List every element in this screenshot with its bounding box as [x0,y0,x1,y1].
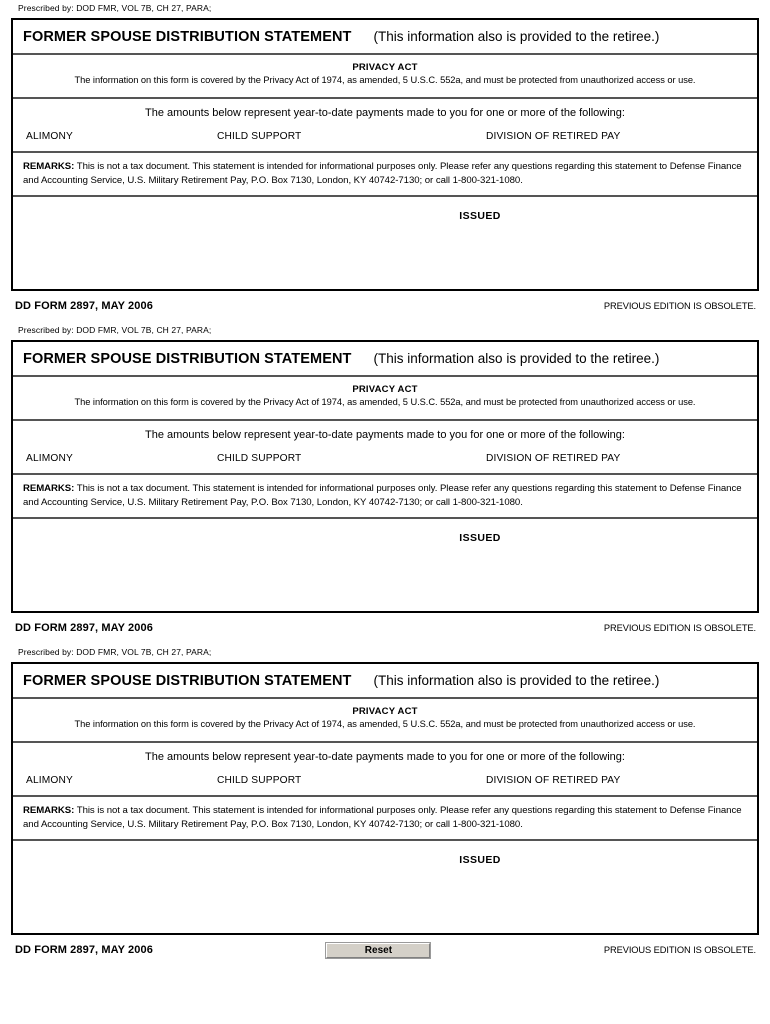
column-label-alimony: ALIMONY [26,453,73,464]
form-copy-1 [11,0,759,316]
form-number: DD FORM 2897, MAY 2006 [15,944,153,956]
issued-section [13,197,757,289]
remarks-text [23,804,747,831]
privacy-act-heading: PRIVACY ACT [352,384,418,395]
prescribed-by-line: Prescribed by: DOD FMR, VOL 7B, CH 27, PARA; [18,647,212,657]
privacy-act-heading: PRIVACY ACT [352,62,418,73]
amounts-columns [13,453,757,464]
column-label-alimony: ALIMONY [26,775,73,786]
title-note: (This information also is provided to the retiree.) [373,351,660,366]
remarks-label: REMARKS: [23,161,75,172]
form-footer [11,291,759,316]
issued-section [13,841,757,933]
footer-center-slot [153,943,604,958]
remarks-body: This is not a tax document. This statement is intended for informational purposes only. Please refer any questions regarding this statement to Defense Finance and Accounting Service, U.S. Military Retirement Pay, P.O. Box 7130, London, KY 40742-7130; or call 1-800-321-1080. [23,161,742,186]
title-note: (This information also is provided to the retiree.) [373,29,660,44]
title-note: (This information also is provided to the retiree.) [373,673,660,688]
title-row [13,20,757,55]
remarks-text [23,160,747,187]
amounts-columns [13,775,757,786]
privacy-act-section [13,377,757,421]
issued-section [13,519,757,611]
remarks-text [23,482,747,509]
column-label-division-of-retired-pay: DIVISION OF RETIRED PAY [486,775,621,786]
page-title: FORMER SPOUSE DISTRIBUTION STATEMENT [23,28,352,45]
column-label-child-support: CHILD SUPPORT [217,453,302,464]
privacy-act-body: The information on this form is covered by the Privacy Act of 1974, as amended, 5 U.S.C. 552a, and must be protected from unauthorized access or use. [74,719,696,729]
reset-button[interactable]: Reset [326,943,430,958]
form-footer [11,935,759,960]
amounts-lead-in: The amounts below represent year-to-date payments made to you for one or more of the following: [145,751,625,763]
privacy-act-heading: PRIVACY ACT [352,706,418,717]
amounts-columns [13,131,757,142]
form-footer [11,613,759,638]
form-number: DD FORM 2897, MAY 2006 [15,300,153,312]
form-copy-3 [11,638,759,960]
column-label-division-of-retired-pay: DIVISION OF RETIRED PAY [486,131,621,142]
privacy-act-section [13,699,757,743]
amounts-section [13,421,757,475]
privacy-act-body: The information on this form is covered by the Privacy Act of 1974, as amended, 5 U.S.C. 552a, and must be protected from unauthorized access or use. [74,397,696,407]
title-row [13,342,757,377]
title-row [13,664,757,699]
form-box [11,340,759,613]
remarks-body: This is not a tax document. This statement is intended for informational purposes only. Please refer any questions regarding this statement to Defense Finance and Accounting Service, U.S. Military Retirement Pay, P.O. Box 7130, London, KY 40742-7130; or call 1-800-321-1080. [23,483,742,508]
privacy-act-body: The information on this form is covered by the Privacy Act of 1974, as amended, 5 U.S.C. 552a, and must be protected from unauthorized access or use. [74,75,696,85]
issued-label: ISSUED [459,532,501,544]
edition-note: PREVIOUS EDITION IS OBSOLETE. [603,301,756,311]
form-copy-2 [11,316,759,638]
issued-label: ISSUED [459,854,501,866]
form-number: DD FORM 2897, MAY 2006 [15,622,153,634]
column-label-child-support: CHILD SUPPORT [217,775,302,786]
amounts-section [13,743,757,797]
page-title: FORMER SPOUSE DISTRIBUTION STATEMENT [23,672,352,689]
issued-label: ISSUED [459,210,501,222]
form-box [11,662,759,935]
page-title: FORMER SPOUSE DISTRIBUTION STATEMENT [23,350,352,367]
amounts-lead-in: The amounts below represent year-to-date payments made to you for one or more of the following: [145,107,625,119]
prescribed-by-line: Prescribed by: DOD FMR, VOL 7B, CH 27, PARA; [18,3,212,13]
remarks-section [13,153,757,197]
amounts-lead-in: The amounts below represent year-to-date payments made to you for one or more of the following: [145,429,625,441]
remarks-body: This is not a tax document. This statement is intended for informational purposes only. Please refer any questions regarding this statement to Defense Finance and Accounting Service, U.S. Military Retirement Pay, P.O. Box 7130, London, KY 40742-7130; or call 1-800-321-1080. [23,805,742,830]
remarks-section [13,475,757,519]
remarks-section [13,797,757,841]
column-label-child-support: CHILD SUPPORT [217,131,302,142]
edition-note: PREVIOUS EDITION IS OBSOLETE. [603,623,756,633]
privacy-act-section [13,55,757,99]
amounts-section [13,99,757,153]
edition-note: PREVIOUS EDITION IS OBSOLETE. [603,945,756,955]
column-label-division-of-retired-pay: DIVISION OF RETIRED PAY [486,453,621,464]
remarks-label: REMARKS: [23,483,75,494]
column-label-alimony: ALIMONY [26,131,73,142]
form-box [11,18,759,291]
prescribed-by-line: Prescribed by: DOD FMR, VOL 7B, CH 27, PARA; [18,325,212,335]
remarks-label: REMARKS: [23,805,75,816]
